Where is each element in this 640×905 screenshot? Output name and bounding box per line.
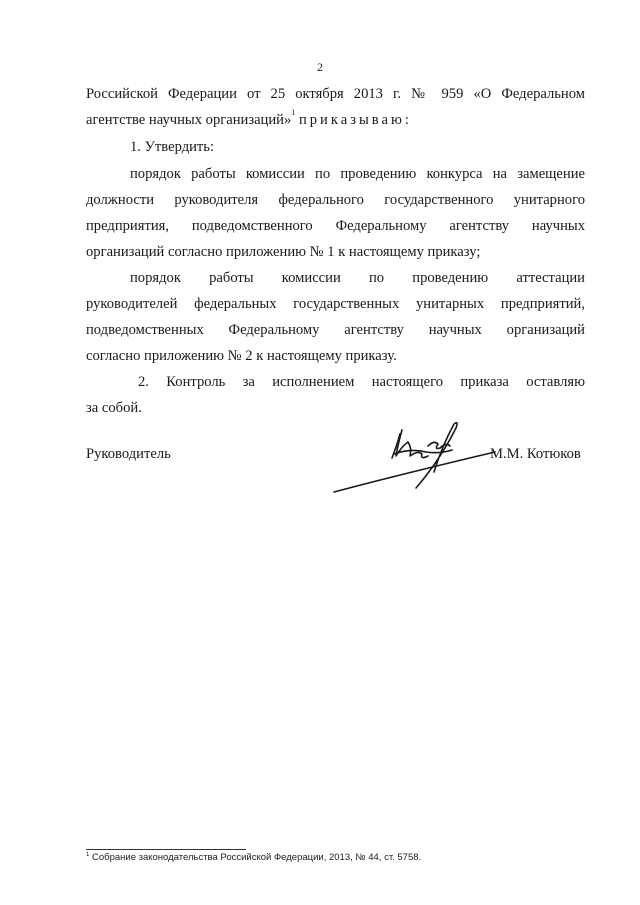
footnote	[86, 852, 421, 863]
para1-line-2: должности руководителя федерального государственного унитарного	[86, 192, 585, 208]
intro-line-1: Российской Федерации от 25 октября 2013 г. № 959 «О Федеральном	[86, 86, 585, 102]
item-1-paragraph-1	[86, 161, 585, 265]
footnote-divider	[86, 849, 246, 850]
order-word: приказываю:	[298, 112, 412, 128]
item2-line-1: 2. Контроль за исполнением настоящего приказа оставляю	[138, 374, 585, 390]
intro-line-2	[86, 107, 585, 133]
footnote-reference: 1	[291, 108, 296, 117]
page-number: 2	[317, 60, 323, 74]
para2-line-3: подведомственных Федеральному агентству научных организаций	[86, 322, 585, 338]
para2-line-4: согласно приложению № 2 к настоящему приказу.	[86, 348, 397, 364]
para1-line-3: предприятия, подведомственного Федеральному агентству научных	[86, 218, 585, 234]
item2-line-2: за собой.	[86, 400, 142, 416]
signatory-title: Руководитель	[86, 446, 171, 462]
item-1-heading: 1. Утвердить:	[130, 139, 215, 155]
signatory-name: М.М. Котюков	[490, 446, 581, 462]
item-1-heading-block	[86, 134, 585, 160]
footnote-text: Собрание законодательства Российской Федерации, 2013, № 44, ст. 5758.	[91, 852, 422, 863]
para2-line-1: порядок работы комиссии по проведению аттестации	[130, 270, 585, 286]
footnote-marker: 1	[86, 852, 90, 858]
para1-line-1: порядок работы комиссии по проведению конкурса на замещение	[130, 166, 585, 182]
para1-line-4: организаций согласно приложению № 1 к настоящему приказу;	[86, 244, 481, 260]
item-1-paragraph-2	[86, 265, 585, 369]
handwritten-signature	[330, 410, 500, 510]
intro-paragraph	[86, 81, 585, 133]
intro-line-2-text: агентстве научных организаций»	[86, 112, 292, 128]
para2-line-2: руководителей федеральных государственных унитарных предприятий,	[86, 296, 585, 312]
